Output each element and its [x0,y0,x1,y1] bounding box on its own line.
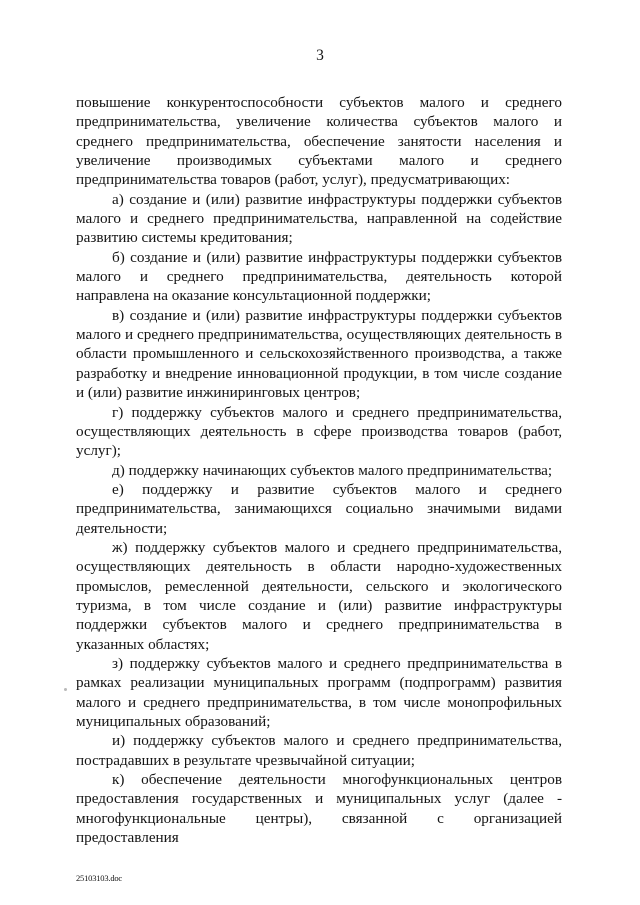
paragraph-item-e: е) поддержку и развитие субъектов малого и среднего предпринимательства, занимающихся социально значимыми видами деятельности; [76,480,562,537]
footer-document-id: 25103103.doc [76,873,122,883]
paragraph-intro: повышение конкурентоспособности субъектов малого и среднего предпринимательства, увеличение количества субъектов малого и среднего предпринимательства, обеспечение занятости населения и увеличение производимых субъектами малого и среднего предпринимательства товаров (работ, услуг), предусматривающих: [76,94,562,189]
paragraph-item-v: в) создание и (или) развитие инфраструктуры поддержки субъектов малого и среднего предпринимательства, осуществляющих деятельность в области промышленного и сельскохозяйственного производства, а также разработку и внедрение инновационной продукции, в том числе создание и (или) развитие инжиниринговых центров; [76,306,562,402]
paragraph-item-i: и) поддержку субъектов малого и среднего предпринимательства, пострадавших в результате чрезвычайной ситуации; [76,732,562,769]
paragraph-item-b: б) создание и (или) развитие инфраструктуры поддержки субъектов малого и среднего предпринимательства, деятельность которой направлена на оказание консультационной поддержки; [76,248,562,305]
paragraph-item-g: г) поддержку субъектов малого и среднего предпринимательства, осуществляющих деятельность в сфере производства товаров (работ, услуг); [76,403,562,460]
paragraph-item-zh: ж) поддержку субъектов малого и среднего предпринимательства, осуществляющих деятельность в области народно-художественных промыслов, ремесленной деятельности, сельского и экологического туризма, в том числе создание и (или) развитие инфраструктуры поддержки субъектов малого и среднего предпринимательства в указанных областях; [76,538,562,653]
page-number: 3 [316,47,324,64]
paragraph-item-d: д) поддержку начинающих субъектов малого предпринимательства; [112,461,553,479]
scan-speck [64,688,67,691]
document-body [76,93,562,847]
paragraph-item-z: з) поддержку субъектов малого и среднего предпринимательства в рамках реализации муниципальных программ (подпрограмм) развития малого и среднего предпринимательства, в том числе монопрофильных муниципальных образований; [76,654,562,730]
paragraph-item-k: к) обеспечение деятельности многофункциональных центров предоставления государственных и муниципальных услуг (далее - многофункциональные центры), связанной с организацией предоставления [76,771,562,847]
paragraph-item-a: а) создание и (или) развитие инфраструктуры поддержки субъектов малого и среднего предпринимательства, направленной на содействие развитию системы кредитования; [76,190,562,247]
